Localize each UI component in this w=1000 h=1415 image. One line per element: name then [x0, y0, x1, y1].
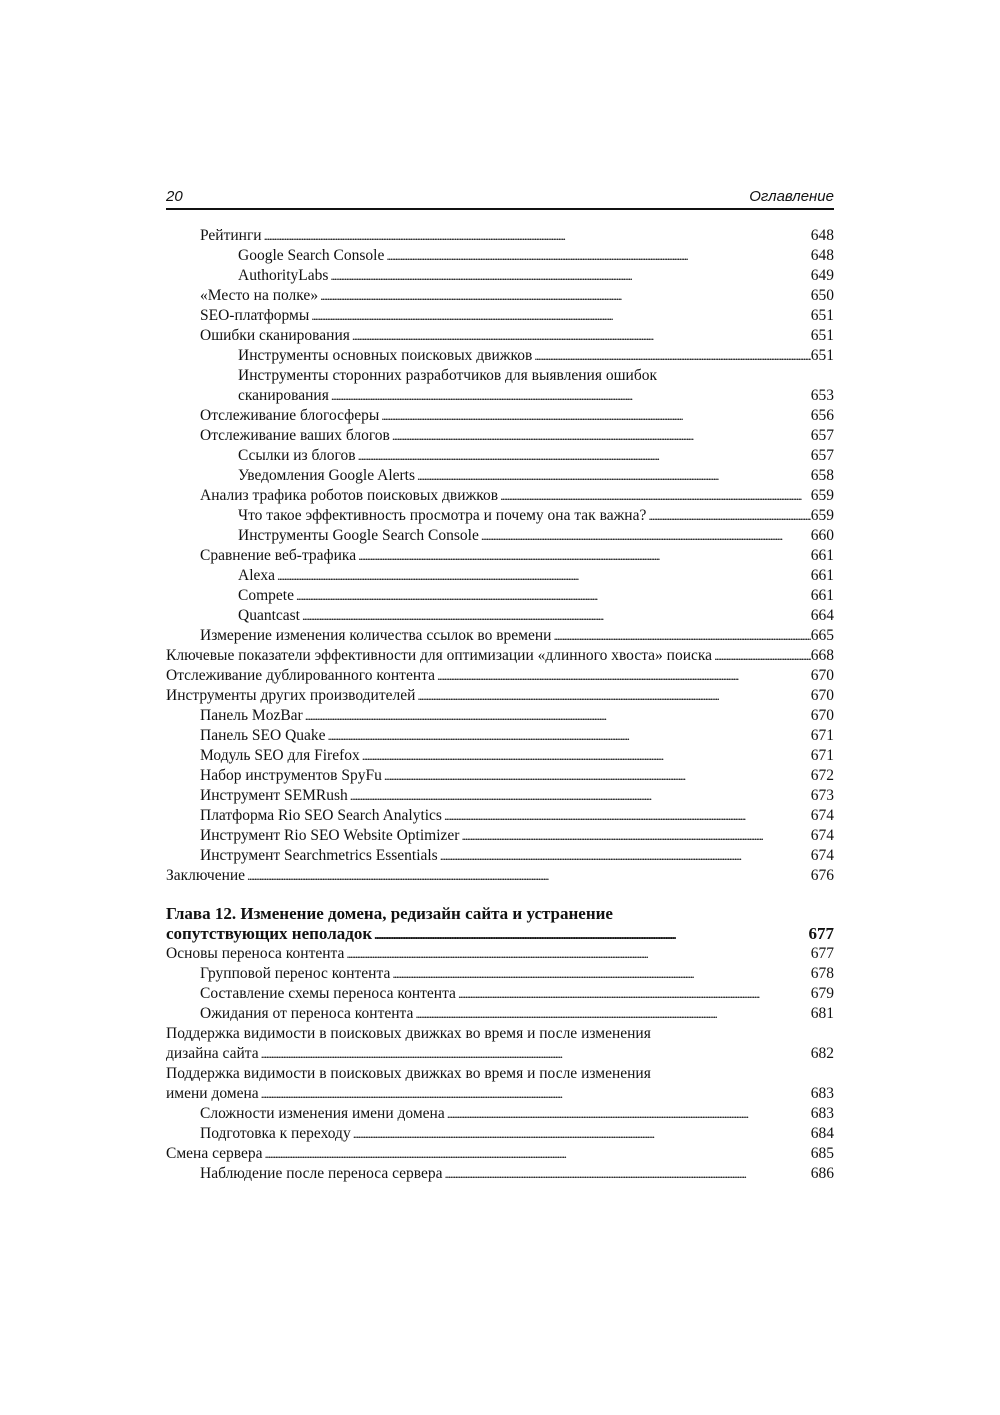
- toc-title-line: Инструменты сторонних разработчиков для выявления ошибок: [238, 367, 657, 384]
- toc-entry[interactable]: [166, 1044, 834, 1064]
- toc-page: 679: [810, 985, 834, 1002]
- toc-entry[interactable]: [166, 944, 834, 964]
- toc-entry[interactable]: [166, 326, 834, 346]
- dot-leader: [415, 1004, 810, 1024]
- page-header: [166, 184, 834, 210]
- toc-title: Платформа Rio SEO Search Analytics: [200, 807, 442, 824]
- toc-title: Групповой перенос контента: [200, 965, 391, 982]
- toc-entry[interactable]: [166, 246, 834, 266]
- toc-page: 674: [810, 847, 834, 864]
- dot-leader: [302, 606, 811, 626]
- toc-entry[interactable]: [166, 546, 834, 566]
- toc-entry[interactable]: [166, 1124, 834, 1144]
- toc-title: сканирования: [238, 387, 329, 404]
- toc-title: Основы переноса контента: [166, 945, 345, 962]
- toc-title: «Место на полке»: [200, 287, 319, 304]
- dot-leader: [417, 466, 811, 486]
- toc-title: Модуль SEO для Firefox: [200, 747, 360, 764]
- toc-title: Уведомления Google Alerts: [238, 467, 416, 484]
- dot-leader: [353, 1124, 811, 1144]
- toc-entry[interactable]: [166, 806, 834, 826]
- toc-title: Инструменты Google Search Console: [238, 527, 479, 544]
- toc-page: 678: [810, 965, 834, 982]
- dot-leader: [440, 846, 811, 866]
- toc-entry[interactable]: [166, 346, 834, 366]
- toc-entry[interactable]: [166, 666, 834, 686]
- toc-page: 661: [810, 587, 834, 604]
- toc-title: Инструмент SEMRush: [200, 787, 348, 804]
- dot-leader: [500, 486, 811, 506]
- dot-leader: [445, 1164, 811, 1184]
- toc-title: Alexa: [238, 567, 276, 584]
- toc-entry[interactable]: [166, 526, 834, 546]
- toc-title: Ожидания от переноса контента: [200, 1005, 414, 1022]
- toc-page: 651: [810, 347, 834, 364]
- dot-leader: [247, 866, 811, 886]
- toc-title: Google Search Console: [238, 247, 385, 264]
- dot-leader: [358, 446, 811, 466]
- toc-entry[interactable]: [166, 1144, 834, 1164]
- dot-leader: [264, 226, 811, 246]
- toc-page: 674: [810, 827, 834, 844]
- toc-page: 686: [810, 1165, 834, 1182]
- toc-page: 660: [810, 527, 834, 544]
- dot-leader: [392, 426, 811, 446]
- toc-title: Инструменты основных поисковых движков: [238, 347, 533, 364]
- toc-page: 661: [810, 567, 834, 584]
- toc-title: Ошибки сканирования: [200, 327, 350, 344]
- toc-title: имени домена: [166, 1085, 259, 1102]
- dot-leader: [461, 826, 810, 846]
- toc-title: Рейтинги: [200, 227, 262, 244]
- dot-leader: [481, 526, 811, 546]
- toc-page: 677: [810, 945, 834, 962]
- toc-page: 656: [810, 407, 834, 424]
- toc-page: 670: [810, 707, 834, 724]
- toc-entry[interactable]: [166, 846, 834, 866]
- dot-leader: [320, 286, 811, 306]
- toc-entry[interactable]: [166, 226, 834, 246]
- dot-leader: [534, 346, 810, 366]
- toc-page: 671: [810, 747, 834, 764]
- dot-leader: [346, 944, 810, 964]
- toc-title: Отслеживание дублированного контента: [166, 667, 435, 684]
- toc-page: 664: [810, 607, 834, 624]
- toc-page: 681: [810, 1005, 834, 1022]
- toc-page: 672: [810, 767, 834, 784]
- dot-leader: [350, 786, 811, 806]
- dot-leader: [352, 326, 811, 346]
- toc-entry[interactable]: [166, 746, 834, 766]
- dot-leader: [444, 806, 811, 826]
- toc-title: дизайна сайта: [166, 1045, 259, 1062]
- toc-entry[interactable]: [166, 706, 834, 726]
- toc-title: Панель SEO Quake: [200, 727, 326, 744]
- dot-leader: [392, 964, 810, 984]
- toc-entry[interactable]: [166, 1084, 834, 1104]
- toc-entry[interactable]: [166, 686, 834, 706]
- dot-leader: [447, 1104, 811, 1124]
- toc-title: Отслеживание ваших блогов: [200, 427, 390, 444]
- toc-title: Наблюдение после переноса сервера: [200, 1165, 443, 1182]
- dot-leader: [296, 586, 811, 606]
- toc-page: 648: [810, 247, 834, 264]
- dot-leader: [358, 546, 811, 566]
- toc-page: 677: [808, 924, 834, 943]
- toc-title: Составление схемы переноса контента: [200, 985, 456, 1002]
- toc-entry[interactable]: [166, 964, 834, 984]
- toc-entry[interactable]: [166, 726, 834, 746]
- toc-entry[interactable]: [166, 1164, 834, 1184]
- toc-entry[interactable]: [166, 486, 834, 506]
- toc-page: 649: [810, 267, 834, 284]
- toc-entry[interactable]: [166, 786, 834, 806]
- toc-page: 657: [810, 427, 834, 444]
- toc-entry[interactable]: [166, 646, 834, 666]
- toc-title: SEO-платформы: [200, 307, 310, 324]
- dot-leader: [648, 506, 810, 526]
- dot-leader: [261, 1084, 811, 1104]
- toc-page: 683: [810, 1105, 834, 1122]
- toc-title: Инструменты других производителей: [166, 687, 416, 704]
- toc-title-line: Поддержка видимости в поисковых движках во время и после изменения: [166, 1065, 651, 1082]
- toc-title: Ссылки из блогов: [238, 447, 356, 464]
- dot-leader: [261, 1044, 811, 1064]
- toc-title: Подготовка к переходу: [200, 1125, 351, 1142]
- toc-entry[interactable]: [166, 626, 834, 646]
- dot-leader: [553, 626, 810, 646]
- toc-title: Инструмент Searchmetrics Essentials: [200, 847, 438, 864]
- toc-entry[interactable]: [166, 984, 834, 1004]
- toc-title: Заключение: [166, 867, 246, 884]
- toc-page: 659: [810, 487, 834, 504]
- toc-entry[interactable]: [166, 1004, 834, 1024]
- toc-entry[interactable]: [166, 266, 834, 286]
- toc-entry[interactable]: [166, 826, 834, 846]
- toc-title: Compete: [238, 587, 294, 604]
- toc-page: 684: [810, 1125, 834, 1142]
- toc-page: 651: [810, 327, 834, 344]
- toc-page: 682: [810, 1045, 834, 1062]
- toc-title: Инструмент Rio SEO Website Optimizer: [200, 827, 460, 844]
- dot-leader: [330, 266, 810, 286]
- dot-leader: [714, 646, 811, 666]
- table-of-contents: [166, 226, 834, 1184]
- dot-leader: [384, 766, 811, 786]
- toc-page: 661: [810, 547, 834, 564]
- dot-leader: [305, 706, 811, 726]
- toc-entry[interactable]: [166, 506, 834, 526]
- toc-page: 653: [810, 387, 834, 404]
- toc-title: Quantcast: [238, 607, 300, 624]
- dot-leader: [417, 686, 810, 706]
- toc-page: 665: [810, 627, 834, 644]
- toc-page: 668: [810, 647, 834, 664]
- toc-page: 670: [810, 667, 834, 684]
- toc-entry[interactable]: [166, 1104, 834, 1124]
- toc-entry[interactable]: [166, 586, 834, 606]
- toc-entry[interactable]: [166, 566, 834, 586]
- toc-page: 648: [810, 227, 834, 244]
- toc-page: 671: [810, 727, 834, 744]
- toc-entry[interactable]: [166, 306, 834, 326]
- toc-entry[interactable]: [166, 406, 834, 426]
- toc-entry[interactable]: [166, 466, 834, 486]
- toc-entry[interactable]: [166, 766, 834, 786]
- dot-leader: [265, 1144, 811, 1164]
- toc-entry[interactable]: [166, 386, 834, 406]
- toc-entry[interactable]: [166, 866, 834, 886]
- chapter-heading-line: Глава 12. Изменение домена, редизайн сайта и устранение: [166, 904, 613, 923]
- toc-title: Отслеживание блогосферы: [200, 407, 380, 424]
- toc-title: Измерение изменения количества ссылок во времени: [200, 627, 552, 644]
- running-title: Оглавление: [749, 188, 834, 205]
- toc-title-line: Поддержка видимости в поисковых движках во время и после изменения: [166, 1025, 651, 1042]
- dot-leader: [381, 406, 811, 426]
- dot-leader: [374, 924, 808, 945]
- toc-page: 670: [810, 687, 834, 704]
- toc-page: 659: [810, 507, 834, 524]
- toc-title: Сравнение веб-трафика: [200, 547, 357, 564]
- toc-title: сопутствующих неполадок: [166, 924, 373, 943]
- toc-page: 650: [810, 287, 834, 304]
- toc-page: 683: [810, 1085, 834, 1102]
- toc-entry[interactable]: [166, 446, 834, 466]
- toc-page: 658: [810, 467, 834, 484]
- toc-entry[interactable]: [166, 606, 834, 626]
- page-number: 20: [166, 188, 183, 205]
- toc-title: Анализ трафика роботов поисковых движков: [200, 487, 499, 504]
- dot-leader: [328, 726, 811, 746]
- dot-leader: [437, 666, 811, 686]
- dot-leader: [362, 746, 811, 766]
- toc-page: 651: [810, 307, 834, 324]
- dot-leader: [311, 306, 810, 326]
- toc-page: 676: [810, 867, 834, 884]
- toc-page: 685: [810, 1145, 834, 1162]
- toc-entry[interactable]: [166, 286, 834, 306]
- toc-title: Ключевые показатели эффективности для оптимизации «длинного хвоста» поиска: [166, 647, 713, 664]
- toc-title: Набор инструментов SpyFu: [200, 767, 382, 784]
- toc-title: Что такое эффективность просмотра и почему она так важна?: [238, 507, 647, 524]
- toc-entry[interactable]: [166, 426, 834, 446]
- toc-title: Панель MozBar: [200, 707, 303, 724]
- chapter-spacer: [166, 886, 834, 904]
- dot-leader: [386, 246, 810, 266]
- toc-page: 674: [810, 807, 834, 824]
- dot-leader: [331, 386, 811, 406]
- dot-leader: [458, 984, 811, 1004]
- toc-page: 657: [810, 447, 834, 464]
- toc-page: 673: [810, 787, 834, 804]
- chapter-entry[interactable]: [166, 924, 834, 944]
- toc-title: Сложности изменения имени домена: [200, 1105, 445, 1122]
- dot-leader: [277, 566, 811, 586]
- toc-title: AuthorityLabs: [238, 267, 329, 284]
- toc-title: Смена сервера: [166, 1145, 263, 1162]
